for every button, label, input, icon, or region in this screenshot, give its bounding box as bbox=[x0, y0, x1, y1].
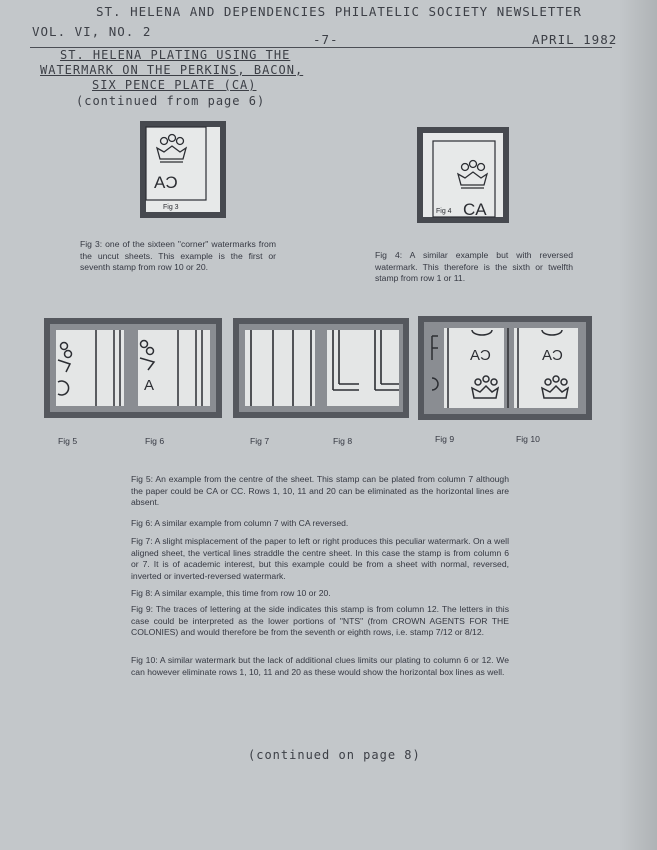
fig-4-image bbox=[417, 127, 509, 223]
fig-7-8-image bbox=[233, 318, 409, 418]
fig-6-letter: A bbox=[144, 377, 155, 394]
fig-9-label: Fig 9 bbox=[435, 434, 455, 444]
fig-8-label: Fig 8 bbox=[333, 436, 353, 446]
fig-3-image bbox=[140, 121, 226, 218]
fig-5-label: Fig 5 bbox=[58, 436, 78, 446]
fig-5-6-image bbox=[44, 318, 222, 418]
fig-4-letters: CA bbox=[463, 200, 487, 219]
fig-6-label: Fig 6 bbox=[145, 436, 165, 446]
fig-4-caption: Fig 4: A similar example but with reversed watermark. This therefore is the sixth or twelfth stamp from row 1 or 11. bbox=[375, 250, 573, 283]
continued-from-note: (continued from page 6) bbox=[76, 94, 266, 108]
fig-7-label: Fig 7 bbox=[250, 436, 270, 446]
fig-9-10-image bbox=[418, 316, 592, 420]
paragraph-fig-5: Fig 5: An example from the centre of the sheet. This stamp can be plated from column 7 although the paper could be CA or CC. Rows 1, 10, 11 and 20 can be eliminated as the horizontal lines are absent. bbox=[131, 474, 509, 508]
issue-date: APRIL 1982 bbox=[532, 32, 618, 47]
paragraph-fig-6: Fig 6: A similar example from column 7 with CA reversed. bbox=[131, 518, 349, 528]
article-title-line-3: SIX PENCE PLATE (CA) bbox=[92, 78, 257, 92]
fig-10-letters: AƆ bbox=[542, 347, 563, 364]
fig-3-caption: Fig 3: one of the sixteen "corner" watermarks from the uncut sheets. This example is the first or seventh stamp from row 10 or 20. bbox=[80, 239, 276, 272]
fig-3-inset-label: Fig 3 bbox=[163, 204, 179, 211]
fig-10-label: Fig 10 bbox=[516, 434, 540, 444]
article-title-line-2: WATERMARK ON THE PERKINS, BACON, bbox=[40, 63, 304, 77]
paragraph-fig-9: Fig 9: The traces of lettering at the side indicates this stamp is from column 12. The letters in this case could be interpreted as the lower portions of "NTS" (from CROWN AGENTS FOR THE COLONIES) and would therefore be from the seventh or eighth rows, i.e. stamp 7/12 or 8/12. bbox=[131, 604, 509, 638]
volume-number: VOL. VI, NO. 2 bbox=[32, 24, 152, 39]
article-title-line-1: ST. HELENA PLATING USING THE bbox=[60, 48, 291, 62]
fig-4-inset-label: Fig 4 bbox=[436, 208, 452, 215]
paragraph-fig-8: Fig 8: A similar example, this time from row 10 or 20. bbox=[131, 588, 331, 598]
paragraph-fig-7: Fig 7: A slight misplacement of the paper to left or right produces this peculiar watermark. On a well aligned sheet, the vertical lines straddle the centre sheet. In this case the stamp is from column 6 or 7. It is of academic interest, but this example could be from a sheet with normal, reversed, inverted or inverted-reversed watermark. bbox=[131, 536, 509, 581]
paragraph-fig-10: Fig 10: A similar watermark but the lack of additional clues limits our plating to column 6 or 12. We can however eliminate rows 1, 10, 11 and 20 as these would show the horizontal box lines as well. bbox=[131, 655, 509, 677]
continued-on-note: (continued on page 8) bbox=[248, 748, 421, 762]
page-number: -7- bbox=[313, 32, 339, 47]
fig-3-letters: AƆ bbox=[154, 173, 178, 192]
fig-9-letters: AƆ bbox=[470, 347, 491, 364]
newsletter-title: ST. HELENA AND DEPENDENCIES PHILATELIC SOCIETY NEWSLETTER bbox=[96, 4, 582, 19]
